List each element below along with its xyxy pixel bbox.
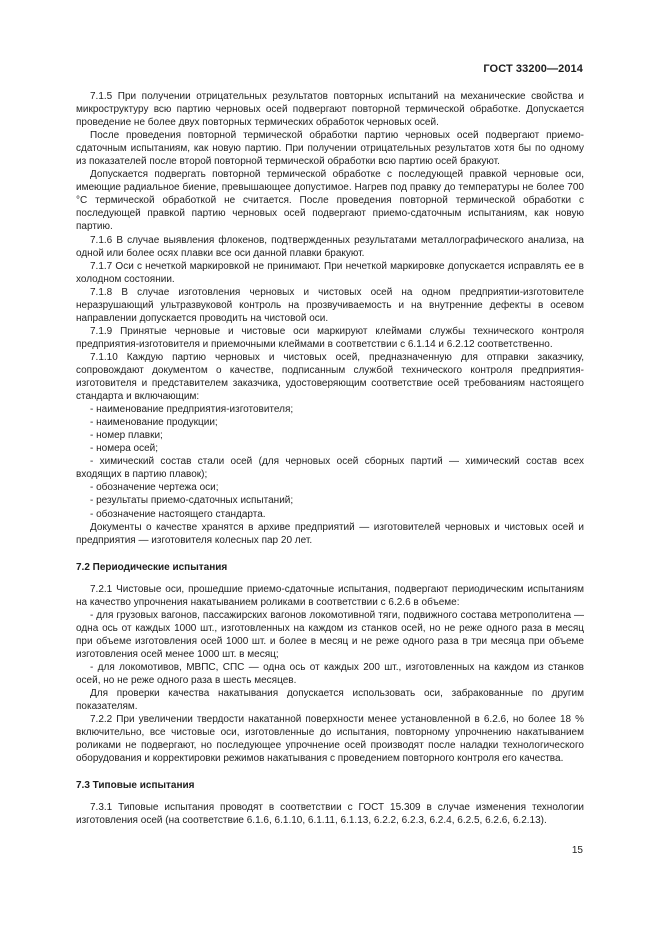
paragraph: После проведения повторной термической обработки партию черновых осей подвергают приемо-сдаточным испытаниям, как новую партию. При получении отрицательных результатов хотя бы по одному из показателей после второй повторной термической обработки всю партию осей бракуют. [76,130,584,168]
paragraph: Документы о качестве хранятся в архиве предприятий — изготовителей черновых и чистовых осей и предприятия — изготовителя колесных пар 20 лет. [76,521,584,546]
paragraph-7-1-10: 7.1.10 Каждую партию черновых и чистовых осей, предназначенную для отправки заказчику, сопровождают документом о качестве, подписанным службой технического контроля предприятия-изготовителя и представителем заказчика, удостоверяющим соответствие осей требованиям настоящего стандарта и включающим: [76,351,584,403]
page-body [76,90,584,827]
paragraph: Для проверки качества накатывания допускается использовать оси, забракованные по другим показателям. [76,688,584,713]
list-item: - обозначение чертежа оси; [90,482,219,494]
list-item: - результаты приемо-сдаточных испытаний; [90,495,294,507]
paragraph-7-1-7: 7.1.7 Оси с нечеткой маркировкой не принимают. При нечеткой маркировке допускается исправлять ее в холодном состоянии. [76,260,584,285]
list-item: - наименование продукции; [90,417,218,429]
document-code-header: ГОСТ 33200—2014 [483,63,583,75]
list-item: - номера осей; [90,443,159,455]
list-item: - для грузовых вагонов, пассажирских вагонов локомотивной тяги, подвижного состава метрополитена — одна ось от каждых 1000 шт., изготовленных на каждом из станков осей, но не реже одного раза в месяц при объеме изготовления осей 1000 шт. и более в месяц и не реже одного раза в три месяца при объеме изготовления осей менее 1000 шт. в месяц; [76,609,584,660]
paragraph-7-1-5: 7.1.5 При получении отрицательных результатов повторных испытаний на механические свойства и микроструктуру всю партию черновых осей подвергают повторной термической обработке. Допускается проведение не более двух повторных термических обработок черновых осей. [76,91,584,129]
section-heading-7-3: 7.3 Типовые испытания [76,780,195,792]
paragraph-7-3-1: 7.3.1 Типовые испытания проводят в соответствии с ГОСТ 15.309 в случае изменения технологии изготовления осей (на соответствие 6.1.6, 6.1.10, 6.1.11, 6.1.13, 6.2.2, 6.2.3, 6.2.4, 6.2.5, 6.2.6, 6.2.13). [76,802,584,827]
list-item: - химический состав стали осей (для черновых осей сборных партий — химический состав всех входящих в партию плавок); [76,456,584,481]
paragraph-7-1-6: 7.1.6 В случае выявления флокенов, подтвержденных результатами металлографического анализа, на одной или более осях плавки все оси данной плавки бракуют. [76,234,584,259]
list-item: - для локомотивов, МВПС, СПС — одна ось от каждых 200 шт., изготовленных на каждом из станков осей, но не реже одного раза в шесть месяцев. [76,661,584,687]
section-heading-7-2: 7.2 Периодические испытания [76,561,228,573]
paragraph-7-2-2: 7.2.2 При увеличении твердости накатанной поверхности менее установленной в 6.2.6, но более 18 % включительно, все чистовые оси, изготовленные до испытания, повторному упрочнению накатыванием роликами не подвергают, но последующее упрочнение осей производят после наладки технологического оборудования и корректировки режимов накатывания с проведением повторного контроля его качества. [76,714,584,765]
paragraph-7-1-8: 7.1.8 В случае изготовления черновых и чистовых осей на одном предприятии-изготовителе неразрушающий ультразвуковой контроль на прозвучиваемость и на внутренние дефекты в осевом направлении допускается проводить на чистовой оси. [76,286,584,324]
page-number: 15 [571,845,583,856]
paragraph: Допускается подвергать повторной термической обработке с последующей правкой черновые оси, имеющие радиальное биение, превышающее допустимое. Нагрев под правку до температуры не более 700 °С термической обработкой не считается. После проведения повторной термической обработки с последующей правкой партию черновых осей подвергают приемо-сдаточным испытаниям, как новую партию. [76,169,584,233]
list-item: - наименование предприятия-изготовителя; [90,404,294,416]
paragraph-7-2-1: 7.2.1 Чистовые оси, прошедшие приемо-сдаточные испытания, подвергают периодическим испытаниям на качество упрочнения накатыванием роликами в соответствии с 6.2.6 в объеме: [76,583,584,608]
list-item: - обозначение настоящего стандарта. [90,508,266,520]
list-item: - номер плавки; [90,430,163,442]
paragraph-7-1-9: 7.1.9 Принятые черновые и чистовые оси маркируют клеймами службы технического контроля предприятия-изготовителя и приемочными клеймами в соответствии с 6.1.14 и 6.2.12 соответственно. [76,325,584,350]
